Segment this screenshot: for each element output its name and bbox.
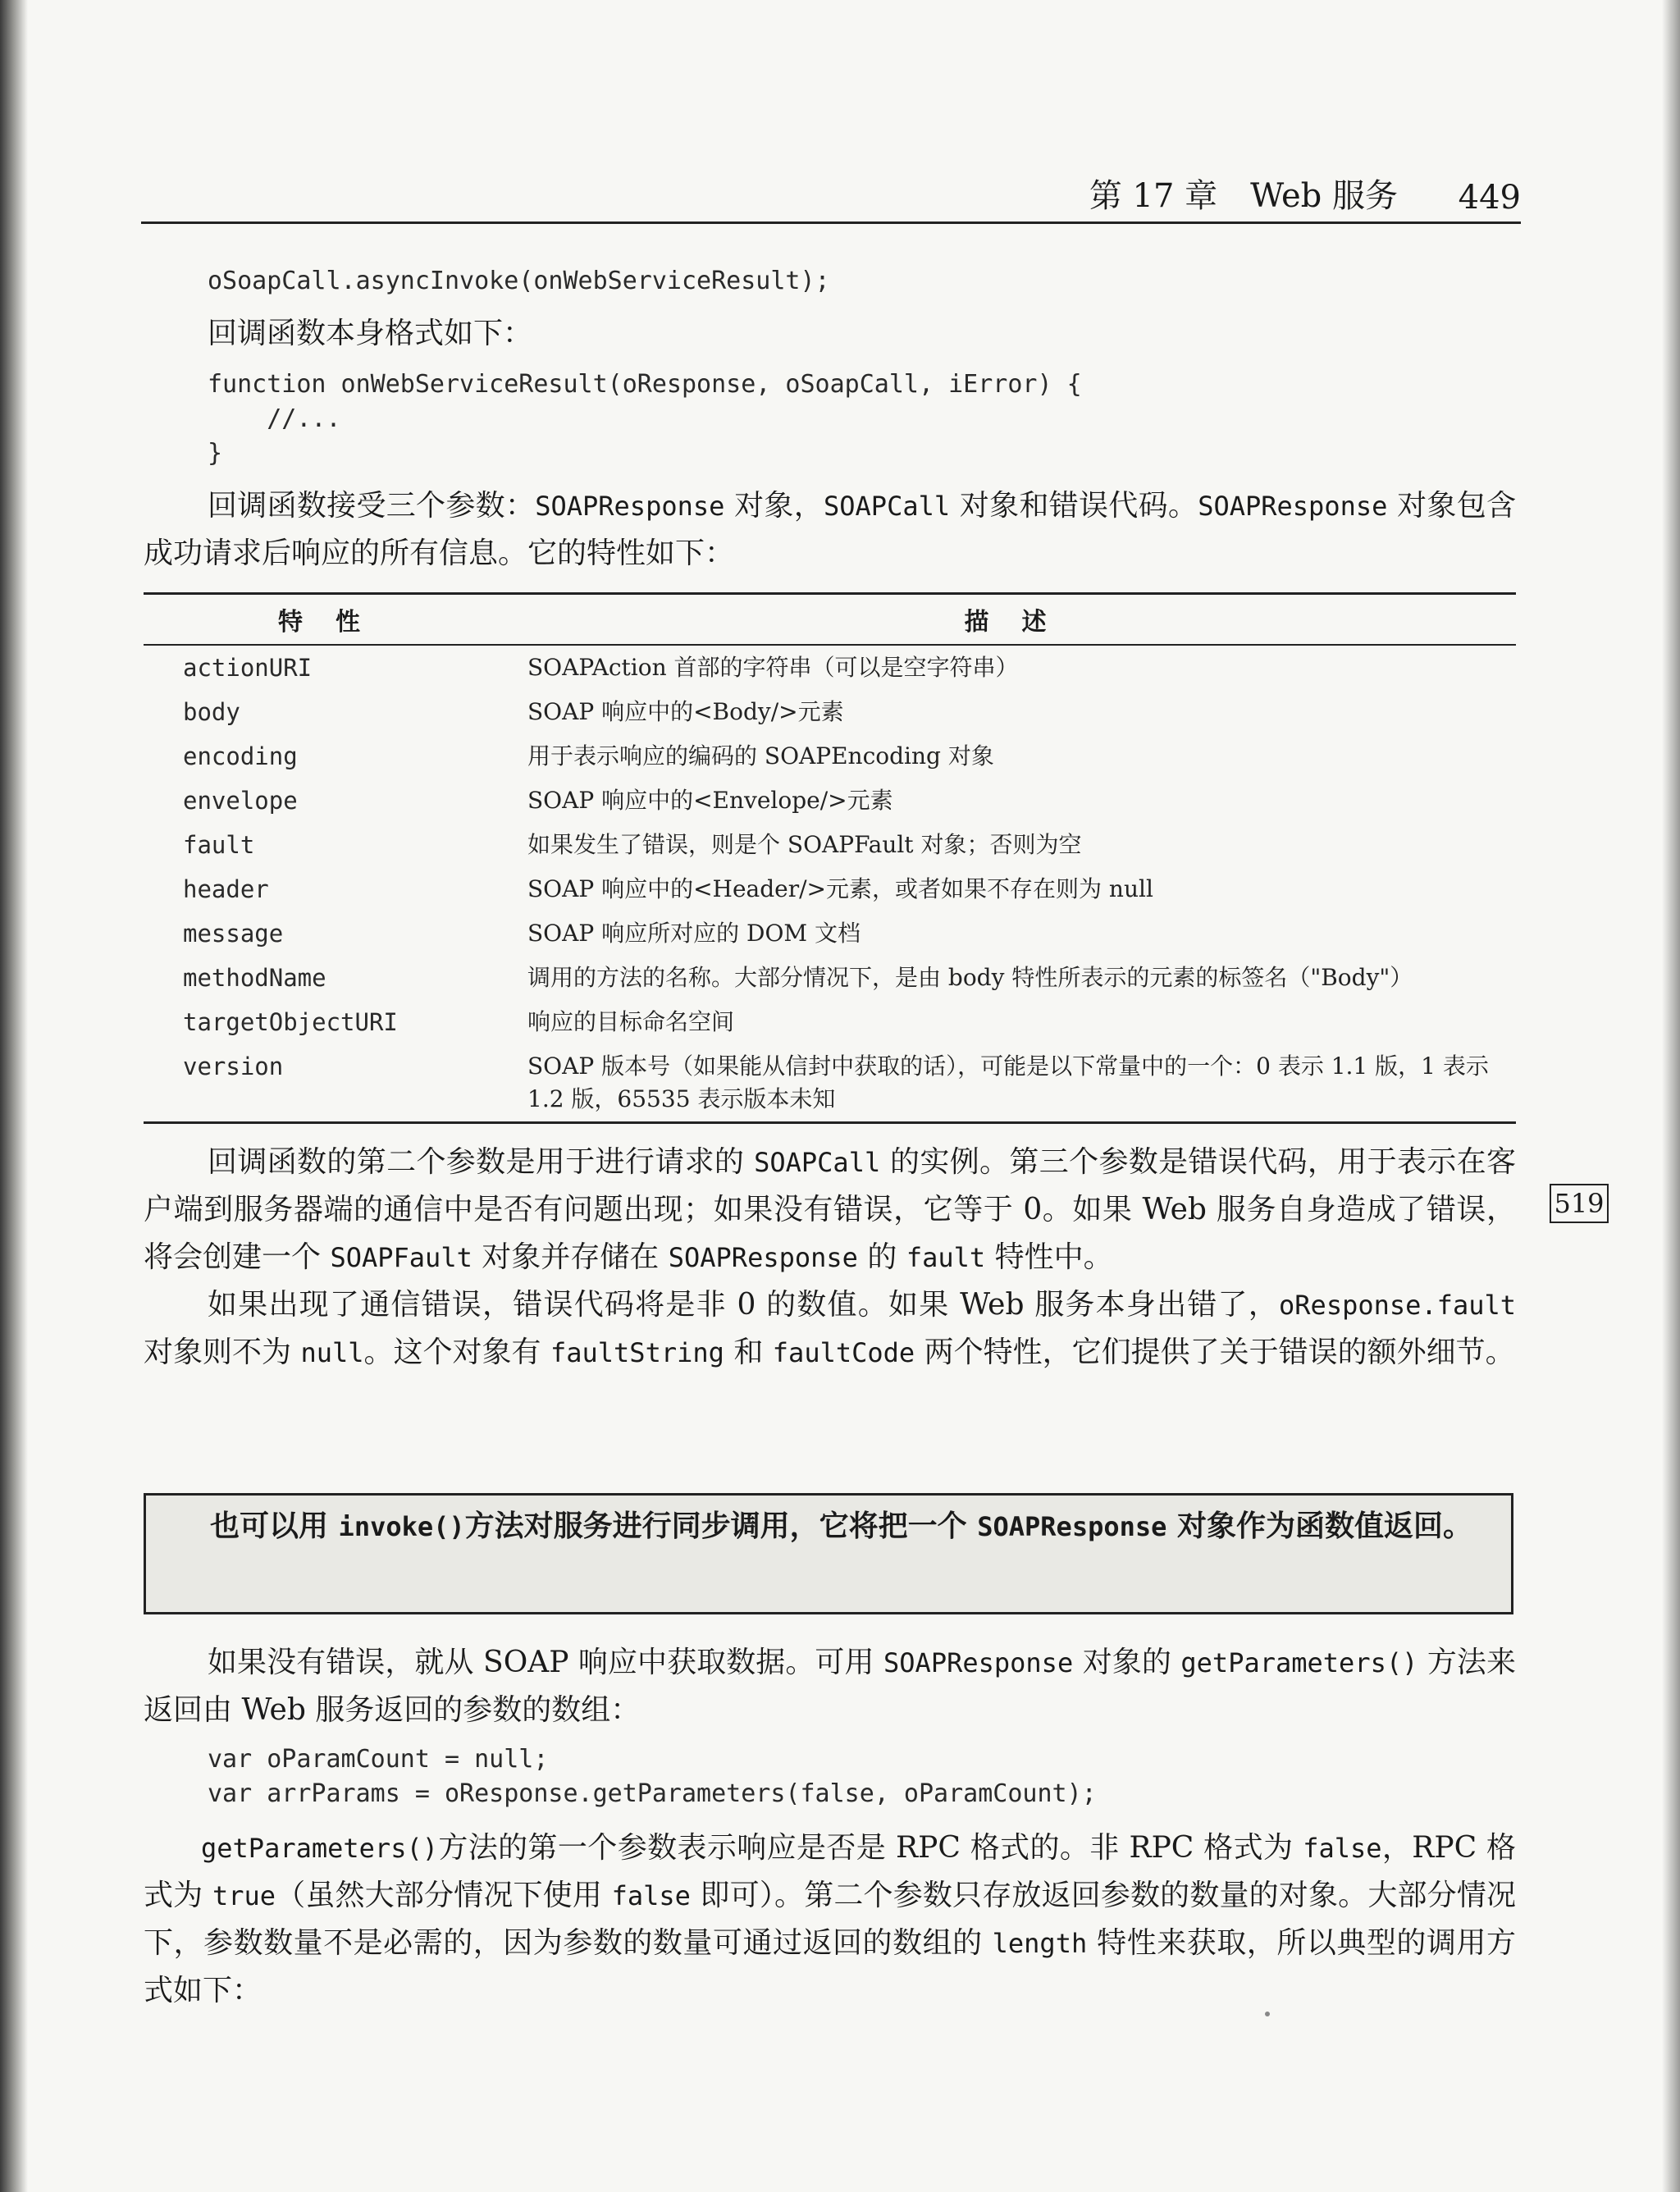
- page-binding-shadow: [0, 0, 28, 2192]
- page-number: 449: [1458, 179, 1521, 217]
- page-edge-shadow: [1662, 0, 1680, 2192]
- property-name: methodName: [183, 964, 326, 992]
- table-row: [144, 734, 1516, 779]
- table-row: [144, 956, 1516, 1000]
- paragraph-get-parameters: 如果没有错误，就从 SOAP 响应中获取数据。可用 SOAPResponse 对象的 getParameters() 方法来返回由 Web 服务返回的参数的数组：: [144, 1646, 1516, 1727]
- property-description: SOAP 响应中的<Header/>元素，或者如果不存在则为 null: [527, 875, 1153, 902]
- property-name: message: [183, 920, 284, 948]
- paragraph-communication-error: 如果出现了通信错误，错误代码将是非 0 的数值。如果 Web 服务本身出错了，oResponse.fault 对象则不为 null。这个对象有 faultString 和 faultCode 两个特性，它们提供了关于错误的额外细节。: [144, 1288, 1516, 1369]
- paragraph-parameters-explanation: getParameters()方法的第一个参数表示响应是否是 RPC 格式的。非 RPC 格式为 false，RPC 格式为 true（虽然大部分情况下使用 false 即可）。第二个参数只存放返回参数的数量的对象。大部分情况下，参数数量不是必需的，因为参数的数量可通过返回的数组的 length 特性来获取，所以典型的调用方式如下：: [144, 1831, 1516, 2007]
- property-description: SOAP 版本号（如果能从信封中获取的话），可能是以下常量中的一个：0 表示 1.1 版，1 表示 1.2 版，65535 表示版本未知: [527, 1053, 1489, 1112]
- margin-page-reference: 519: [1550, 1184, 1609, 1223]
- paragraph-callback-format: 回调函数本身格式如下：: [208, 317, 533, 350]
- paragraph-callback-params: 回调函数接受三个参数：SOAPResponse 对象，SOAPCall 对象和错误代码。SOAPResponse 对象包含成功请求后响应的所有信息。它的特性如下：: [144, 489, 1516, 570]
- note-box: [144, 1493, 1513, 1614]
- table-row: [144, 1000, 1516, 1044]
- property-description: 调用的方法的名称。大部分情况下，是由 body 特性所表示的元素的标签名（"Body"）: [527, 964, 1413, 991]
- property-description: SOAP 响应中的<Body/>元素: [527, 698, 844, 725]
- property-name: header: [183, 875, 269, 903]
- property-name: actionURI: [183, 654, 313, 682]
- scan-speck: [1265, 2012, 1270, 2016]
- property-description: 用于表示响应的编码的 SOAPEncoding 对象: [527, 742, 994, 769]
- table-row: [144, 823, 1516, 867]
- property-description: 响应的目标命名空间: [527, 1008, 735, 1035]
- table-header-property: 特性: [144, 594, 527, 646]
- property-name: targetObjectURI: [183, 1008, 398, 1036]
- table-row: [144, 911, 1516, 956]
- property-name: envelope: [183, 787, 298, 815]
- code-async-invoke: oSoapCall.asyncInvoke(onWebServiceResult);: [208, 267, 830, 295]
- property-description: 如果发生了错误，则是个 SOAPFault 对象；否则为空: [527, 831, 1082, 858]
- code-callback-function: function onWebServiceResult(oResponse, oSoapCall, iError) { //... }: [208, 370, 1082, 468]
- chapter-title: 第 17 章 Web 服务: [1089, 177, 1398, 215]
- table-row: [144, 867, 1516, 911]
- property-name: body: [183, 698, 240, 726]
- property-description: SOAP 响应所对应的 DOM 文档: [527, 920, 861, 947]
- table-row: [144, 690, 1516, 734]
- soapresponse-properties-table: [144, 592, 1516, 1124]
- paragraph-second-third-params: 回调函数的第二个参数是用于进行请求的 SOAPCall 的实例。第三个参数是错误代码，用于表示在客户端到服务器端的通信中是否有问题出现；如果没有错误，它等于 0。如果 Web 服务自身造成了错误，将会创建一个 SOAPFault 对象并存储在 SOAPResponse 的 fault 特性中。: [144, 1145, 1516, 1274]
- code-get-parameters: var oParamCount = null; var arrParams = oResponse.getParameters(false, oParamCount);: [208, 1745, 1097, 1808]
- property-name: version: [183, 1053, 284, 1080]
- property-description: SOAPAction 首部的字符串（可以是空字符串）: [527, 654, 1019, 681]
- upper-content: [144, 246, 1516, 1377]
- property-name: fault: [183, 831, 255, 859]
- table-row: [144, 779, 1516, 823]
- running-header: [141, 172, 1521, 224]
- property-description: SOAP 响应中的<Envelope/>元素: [527, 787, 893, 814]
- table-header-description: 描述: [527, 594, 1516, 646]
- property-name: encoding: [183, 742, 298, 770]
- lower-content: [144, 1639, 1516, 2015]
- note-text: 也可以用 invoke()方法对服务进行同步调用，它将把一个 SOAPResponse 对象作为函数值返回。: [210, 1509, 1472, 1543]
- table-row: [144, 645, 1516, 690]
- table-row: [144, 1044, 1516, 1123]
